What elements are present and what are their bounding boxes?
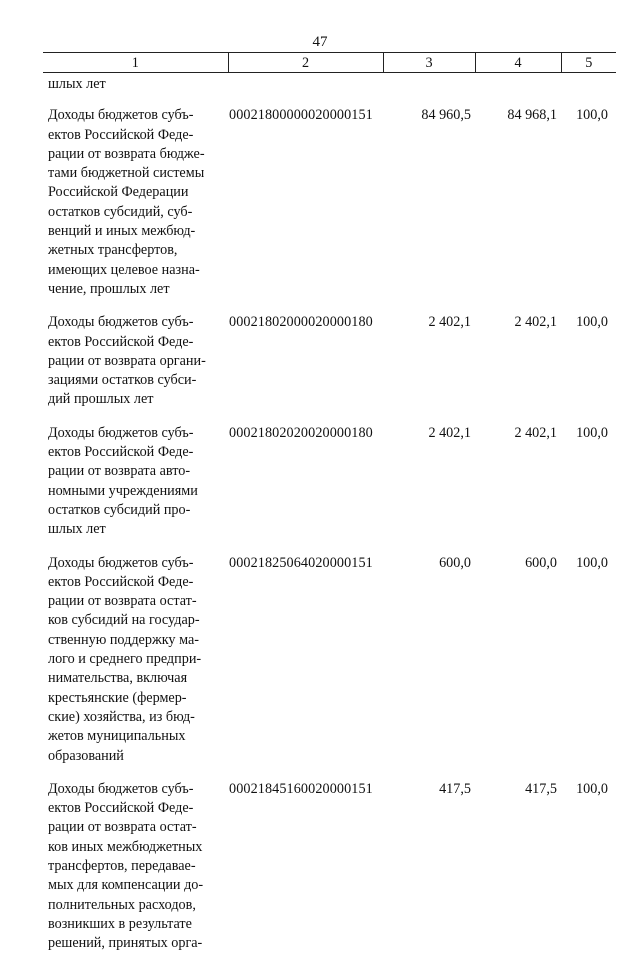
row-name-line: ектов Российской Феде- [48,443,228,462]
row-name-line: трансфертов, передавае- [48,857,228,876]
row-name-line: Доходы бюджетов субъ- [48,106,228,125]
row-code-cell: 00021800000020000151 [228,106,383,313]
column-header-5: 5 [561,53,616,73]
row-col4-cell: 417,5 [475,780,561,967]
row-name-line: ектов Российской Феде- [48,333,228,352]
row-name-line: ектов Российской Феде- [48,573,228,592]
budget-table [43,52,616,967]
row-name-cell [43,780,228,967]
row-name-line: остатков субсидий, суб- [48,203,228,222]
row-name-line: остатков субсидий про- [48,501,228,520]
column-header-2: 2 [228,53,383,73]
row-name-line: Доходы бюджетов субъ- [48,424,228,443]
continued-text: шлых лет [43,73,228,107]
row-code-cell: 00021825064020000151 [228,554,383,780]
row-name-line: имеющих целевое назна- [48,261,228,280]
row-name-line: крестьянские (фермер- [48,689,228,708]
row-col3-cell: 417,5 [383,780,475,967]
page-number: 47 [0,34,640,51]
column-header-4: 4 [475,53,561,73]
row-name-line: ектов Российской Феде- [48,126,228,145]
row-col4-cell: 600,0 [475,554,561,780]
row-name-line: шлых лет [48,520,228,539]
column-header-3: 3 [383,53,475,73]
row-name-line: ков иных межбюджетных [48,838,228,857]
table-row [43,780,616,967]
row-name-cell [43,313,228,423]
row-col5-cell: 100,0 [561,780,616,967]
row-name-line: ские) хозяйства, из бюд- [48,708,228,727]
row-name-line: Российской Федерации [48,183,228,202]
row-code-cell: 00021802020020000180 [228,424,383,554]
row-name-line: лого и среднего предпри- [48,650,228,669]
row-name-line: Доходы бюджетов субъ- [48,313,228,332]
table-row [43,424,616,554]
row-name-line: возникших в результате [48,915,228,934]
row-col5-cell: 100,0 [561,313,616,423]
row-name-line: ков субсидий на государ- [48,611,228,630]
row-name-cell [43,424,228,554]
row-name-line: полнительных расходов, [48,896,228,915]
row-name-line: дий прошлых лет [48,390,228,409]
row-name-line: рации от возврата остат- [48,818,228,837]
row-code-cell: 00021845160020000151 [228,780,383,967]
table-body [43,73,616,967]
column-header-1: 1 [43,53,228,73]
row-name-line: жетных трансфертов, [48,241,228,260]
row-name-line: решений, принятых орга- [48,934,228,953]
row-name-line: образований [48,747,228,766]
row-col3-cell: 2 402,1 [383,313,475,423]
row-name-cell [43,106,228,313]
row-name-line: венций и иных межбюд- [48,222,228,241]
row-name-line: Доходы бюджетов субъ- [48,554,228,573]
row-name-cell [43,554,228,780]
continued-row [43,73,616,107]
row-name-line: номными учреждениями [48,482,228,501]
row-col4-cell: 2 402,1 [475,313,561,423]
row-name-line: рации от возврата авто- [48,462,228,481]
row-name-line: ственную поддержку ма- [48,631,228,650]
row-name-line: зациями остатков субси- [48,371,228,390]
row-name-line: рации от возврата органи- [48,352,228,371]
row-col4-cell: 84 968,1 [475,106,561,313]
row-name-line: нимательства, включая [48,669,228,688]
row-name-line: Доходы бюджетов субъ- [48,780,228,799]
row-col3-cell: 2 402,1 [383,424,475,554]
row-col5-cell: 100,0 [561,554,616,780]
table-row [43,106,616,313]
row-col3-cell: 600,0 [383,554,475,780]
row-name-line: тами бюджетной системы [48,164,228,183]
row-col4-cell: 2 402,1 [475,424,561,554]
row-name-line: мых для компенсации до- [48,876,228,895]
row-col5-cell: 100,0 [561,424,616,554]
row-name-line: чение, прошлых лет [48,280,228,299]
row-name-line: рации от возврата бюдже- [48,145,228,164]
row-name-line: рации от возврата остат- [48,592,228,611]
table-header-row [43,53,616,73]
row-name-line: жетов муниципальных [48,727,228,746]
table-row [43,554,616,780]
row-code-cell: 00021802000020000180 [228,313,383,423]
table-row [43,313,616,423]
row-col3-cell: 84 960,5 [383,106,475,313]
row-name-line: ектов Российской Феде- [48,799,228,818]
row-col5-cell: 100,0 [561,106,616,313]
